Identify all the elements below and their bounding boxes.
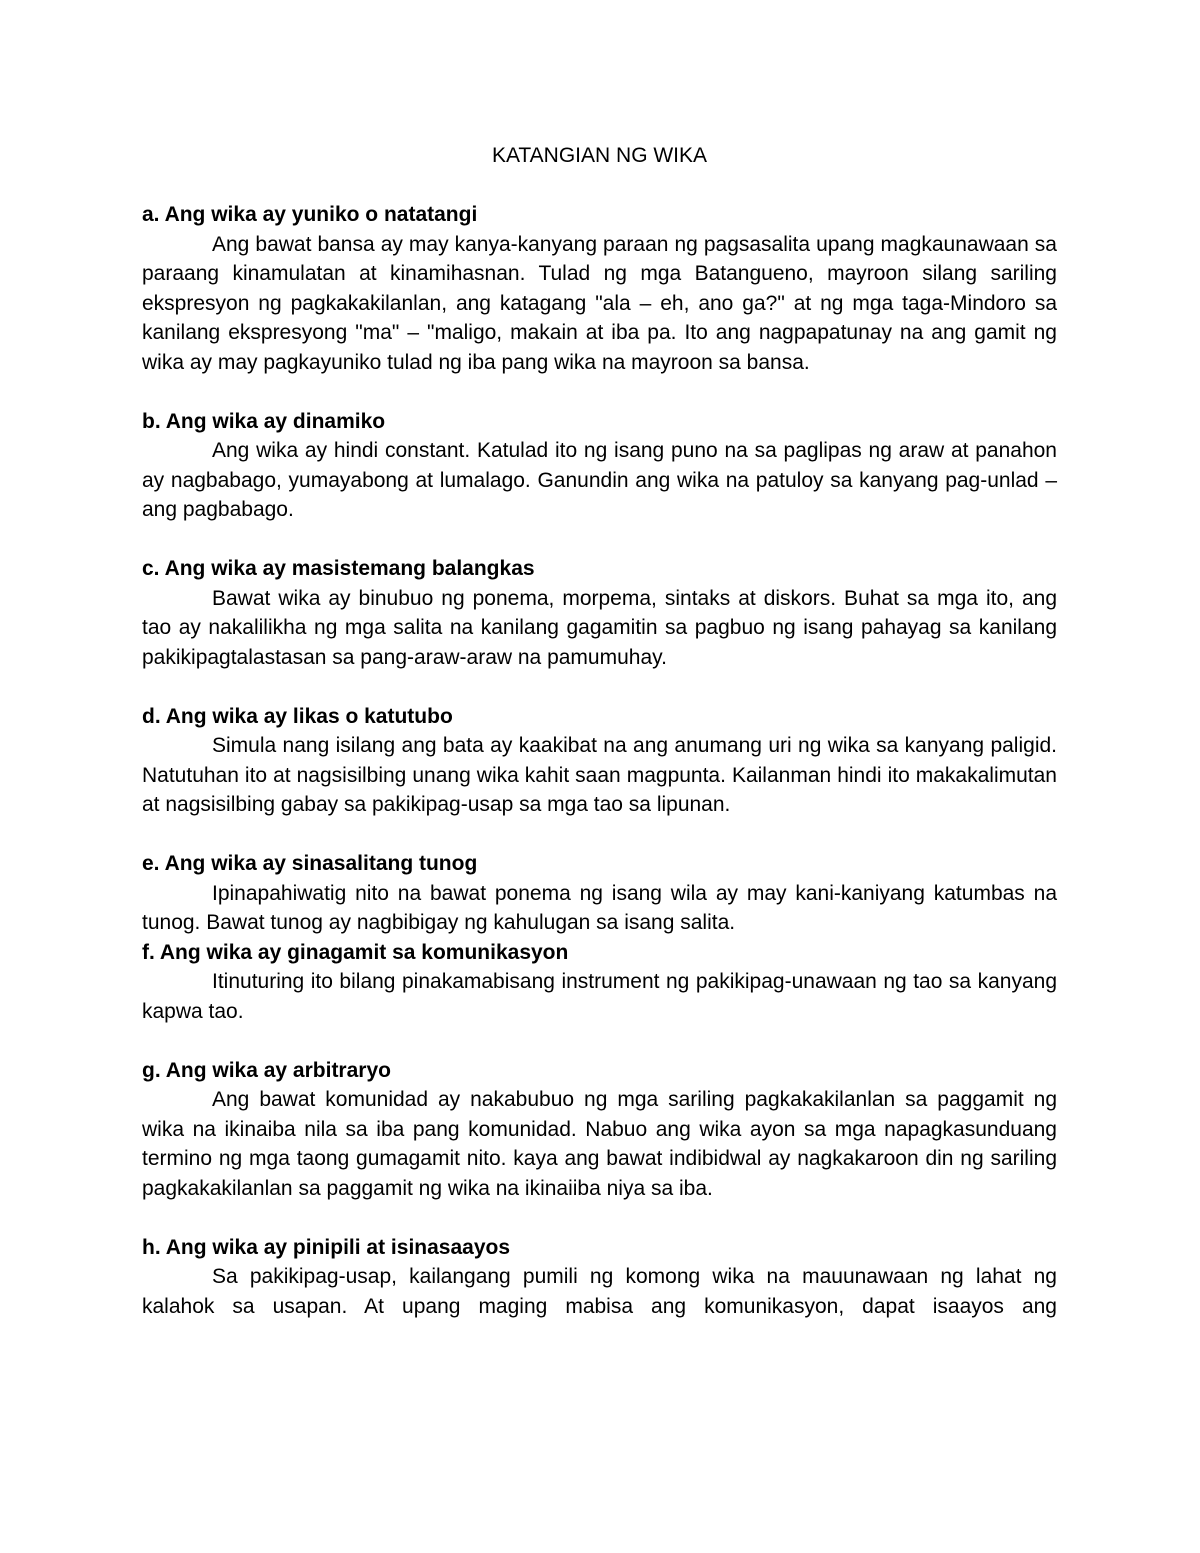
section-body: Sa pakikipag-usap, kailangang pumili ng komong wika na mauunawaan ng lahat ng kalahok sa usapan. At upang maging mabisa ang komunikasyon, dapat isaayos ang [142,1265,1057,1318]
section-e [142,849,1057,938]
section-a [142,200,1057,377]
section-g [142,1056,1057,1204]
section-c [142,554,1057,672]
section-body: Ang bawat bansa ay may kanya-kanyang paraan ng pagsasalita upang magkaunawaan sa paraang kinamulatan at kinamihasnan. Tulad ng mga Batangueno, mayroon silang sariling ekspresyon ng pagkakakilanlan, ang katagang "ala – eh, ano ga?" at ng mga taga-Mindoro sa kanilang ekspresyong "ma" – "maligo, makain at iba pa. Ito ang nagpapatunay na ang gamit ng wika ay may pagkayuniko tulad ng iba pang wika na mayroon sa bansa. [142,232,1057,374]
section-body: Ang bawat komunidad ay nakabubuo ng mga sariling pagkakakilanlan sa paggamit ng wika na ikinaiba nila sa iba pang komunidad. Nabuo ang wika ayon sa mga napagkasunduang termino ng mga taong gumagamit nito. kaya ang bawat indibidwal ay nagkakaroon din ng sariling pagkakakilanlan sa paggamit ng wika na ikinaiiba niya sa iba. [142,1088,1057,1200]
section-b [142,407,1057,525]
section-body: Simula nang isilang ang bata ay kaakibat na ang anumang uri ng wika sa kanyang paligid. Natutuhan ito at nagsisilbing unang wika kahit saan magpunta. Kailanman hindi ito makakalimutan at nagsisilbing gabay sa pakikipag-usap sa mga tao sa lipunan. [142,734,1057,816]
section-heading: g. Ang wika ay arbitraryo [142,1058,391,1082]
section-heading: d. Ang wika ay likas o katutubo [142,704,453,728]
section-heading: h. Ang wika ay pinipili at isinasaayos [142,1235,511,1259]
section-f [142,938,1057,1027]
section-heading: a. Ang wika ay yuniko o natatangi [142,203,478,226]
section-body: Ang wika ay hindi constant. Katulad ito ng isang puno na sa paglipas ng araw at panahon ay nagbabago, yumayabong at lumalago. Ganundin ang wika na patuloy sa kanyang pag-unlad – ang pagbabago. [142,439,1057,521]
section-heading: f. Ang wika ay ginagamit sa komunikasyon [142,940,569,964]
section-heading: e. Ang wika ay sinasalitang tunog [142,852,478,875]
document-title: KATANGIAN NG WIKA [491,144,708,167]
section-body: Ipinapahiwatig nito na bawat ponema ng isang wila ay may kani-kaniyang katumbas na tunog. Bawat tunog ay nagbibigay ng kahulugan sa isang salita. [142,881,1057,934]
section-h [142,1233,1057,1322]
document-page [142,141,1057,1321]
section-body: Itinuturing ito bilang pinakamabisang instrument ng pakikipag-unawaan ng tao sa kanyang kapwa tao. [142,970,1057,1023]
section-body: Bawat wika ay binubuo ng ponema, morpema, sintaks at diskors. Buhat sa mga ito, ang tao ay nakalilikha ng mga salita na kanilang gagamitin sa pagbuo ng isang pahayag sa kanilang pakikipagtalastasan sa pang-araw-araw na pamumuhay. [142,586,1057,669]
section-heading: c. Ang wika ay masistemang balangkas [142,557,535,580]
section-heading: b. Ang wika ay dinamiko [142,409,386,433]
section-d [142,702,1057,820]
